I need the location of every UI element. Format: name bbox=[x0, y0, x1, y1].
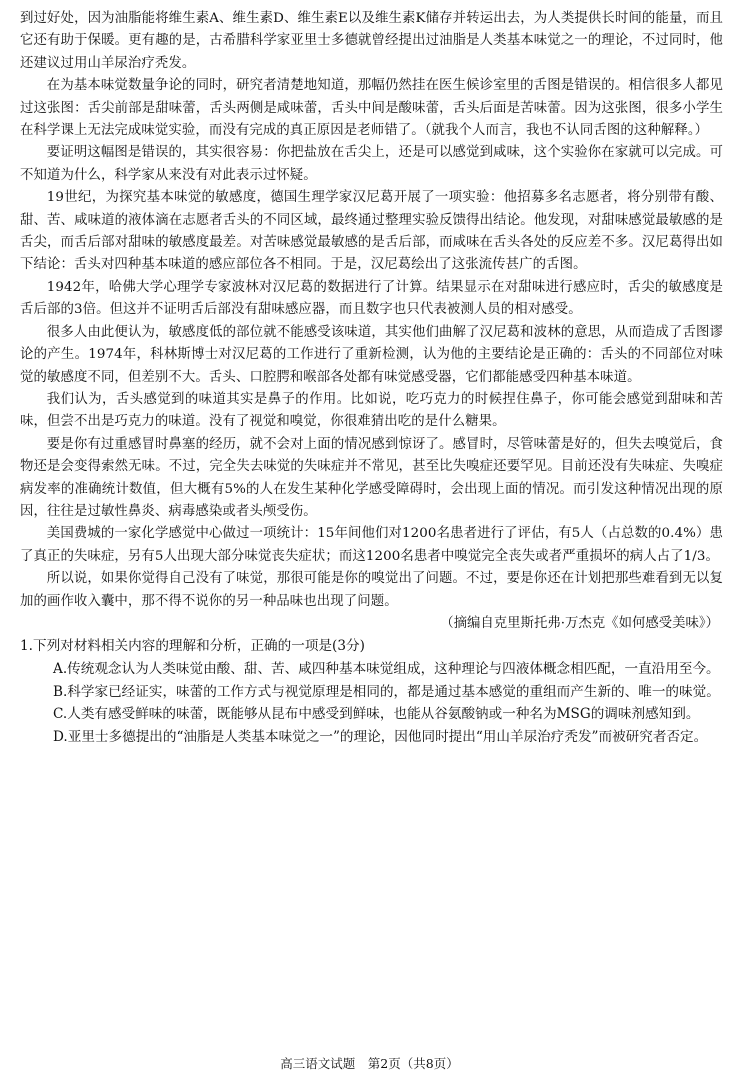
option-c[interactable]: C.人类有感受鲜味的味蕾，既能够从昆布中感受到鲜味，也能从谷氨酸钠或一种名为MSG的调味剂感知到。 bbox=[53, 706, 700, 723]
option-a[interactable]: A.传统观念认为人类味觉由酸、甜、苦、咸四种基本味觉组成，这种理论与四液体概念相匹配，一直沿用至今。 bbox=[53, 660, 720, 677]
page-footer: 高三语文试题 第2页（共8页） bbox=[280, 1056, 459, 1071]
passage-paragraph: 在为基本味觉数量争论的同时，研究者清楚地知道，那幅仍然挂在医生候诊室里的舌图是错误的。相信很多人都见过这张图：舌尖前部是甜味蕾，舌头两侧是咸味蕾，舌头中间是酸味蕾，舌头后面是苦味蕾。因为这张图，很多小学生在科学课上无法完成味觉实验，而没有完成的真正原因是老师错了。（就我个人而言，我也不认同舌图的这种解释。） bbox=[20, 78, 723, 139]
question-1 bbox=[20, 635, 723, 748]
passage-paragraph: 1942年，哈佛大学心理学专家波林对汉尼葛的数据进行了计算。结果显示在对甜味进行感应时，舌尖的敏感度是舌后部的3倍。但这并不证明舌后部没有甜味感应器，而且数字也只代表被测人员的相对感受。 bbox=[20, 279, 723, 318]
passage-paragraph: 美国费城的一家化学感觉中心做过一项统计：15年间他们对1200名患者进行了评估，有5人（占总数的0.4%）患了真正的失味症，另有5人出现大部分味觉丧失症状；而这1200名患者中嗅觉完全丧失或者严重损坏的病人占了1/3。 bbox=[20, 526, 723, 564]
passage-paragraph: 要是你有过重感冒时鼻塞的经历，就不会对上面的情况感到惊讶了。感冒时，尽管味蕾是好的，但失去嗅觉后，食物还是会变得索然无味。不过，完全失去味觉的失味症并不常见，甚至比失嗅症还要罕见。目前还没有失味症、失嗅症病发率的准确统计数值，但大概有5%的人在发生某种化学感受障碍时，会出现上面的情况。而引发这种情况出现的原因，往往是过敏性鼻炎、病毒感染或者头颅受伤。 bbox=[20, 436, 723, 519]
option-b[interactable]: B.科学家已经证实，味蕾的工作方式与视觉原理是相同的，都是通过基本感觉的重组而产生新的、唯一的味觉。 bbox=[53, 683, 720, 700]
option-d[interactable]: D.亚里士多德提出的“油脂是人类基本味觉之一”的理论，因他同时提出“用山羊尿治疗秃发”而被研究者否定。 bbox=[53, 728, 708, 745]
passage-paragraph: 我们认为，舌头感觉到的味道其实是鼻子的作用。比如说，吃巧克力的时候捏住鼻子，你可能会感觉到甜味和苦味，但尝不出是巧克力的味道。没有了视觉和嗅觉，你很难猜出吃的是什么糖果。 bbox=[20, 391, 723, 430]
passage-paragraph: 到过好处，因为油脂能将维生素A、维生素D、维生素E以及维生素K储存并转运出去，为人类提供长时间的能量，而且它还有助于保暖。更有趣的是，古希腊科学家亚里士多德就曾经提出过油脂是人类基本味觉之一的理论，不过同时，他还建议过用山羊尿治疗秃发。 bbox=[20, 11, 723, 71]
passage-paragraph: 很多人由此便认为，敏感度低的部位就不能感受该味道，其实他们曲解了汉尼葛和波林的意思，从而造成了舌图谬论的产生。1974年，科林斯博士对汉尼葛的工作进行了重新检测，认为他的主要结论是正确的：舌头的不同部位对味觉的敏感度不同，但差别不大。舌头、口腔腭和喉部各处都有味觉感受器，它们都能感受四种基本味道。 bbox=[20, 324, 723, 385]
reading-passage bbox=[20, 8, 723, 635]
passage-paragraph: 19世纪，为探究基本味觉的敏感度，德国生理学家汉尼葛开展了一项实验：他招募多名志愿者，将分别带有酸、甜、苦、咸味道的液体滴在志愿者舌头的不同区域，最终通过整理实验反馈得出结论。他发现，对甜味感觉最敏感的是舌尖，而舌后部对甜味的敏感度最差。对苦味感觉最敏感的是舌后部，而咸味在舌头各处的反应差不多。汉尼葛得出如下结论：舌头对四种基本味道的感应部位各不相同。于是，汉尼葛绘出了这张流传甚广的舌图。 bbox=[20, 190, 723, 273]
source-citation: （摘编自克里斯托弗·万杰克《如何感受美味》） bbox=[440, 615, 719, 631]
passage-paragraph: 所以说，如果你觉得自己没有了味觉，那很可能是你的嗅觉出了问题。不过，要是你还在计划把那些难看到无以复加的画作收入囊中，那不得不说你的另一种品味也出现了问题。 bbox=[20, 571, 723, 609]
passage-paragraph: 要证明这幅图是错误的，其实很容易：你把盐放在舌尖上，还是可以感觉到咸味，这个实验你在家就可以完成。可不知道为什么，科学家从来没有对此表示过怀疑。 bbox=[20, 145, 723, 183]
question-stem: 1.下列对材料相关内容的理解和分析，正确的一项是(3分) bbox=[20, 638, 365, 655]
